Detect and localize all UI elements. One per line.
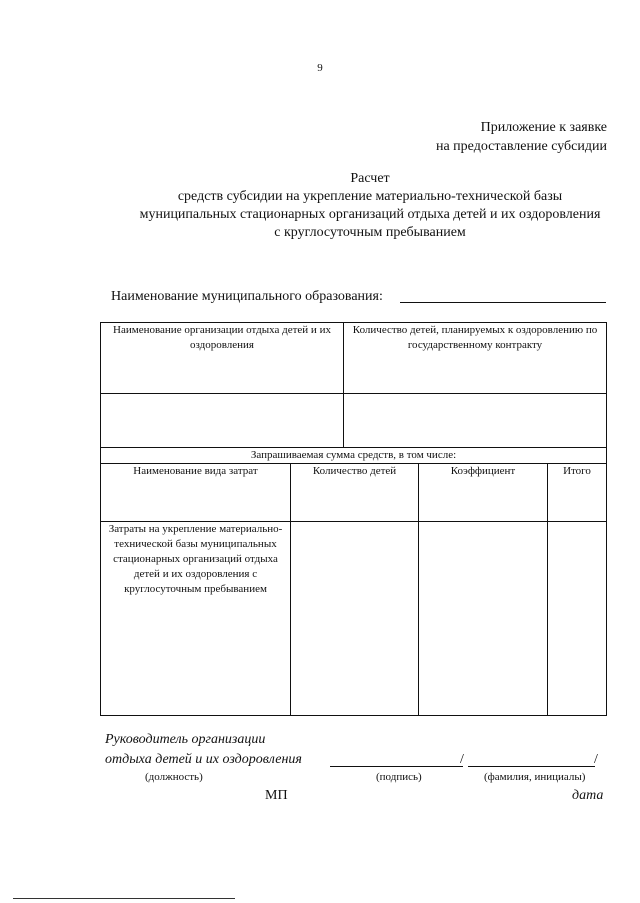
title-line-2: средств субсидии на укрепление материально-технической базы [177,189,563,204]
date-label: дата [572,788,604,803]
position-caption: (должность) [145,771,203,783]
children-count-header: Количество детей, планируемых к оздоровлению по государственному контракту [344,323,607,394]
coefficient-cell[interactable] [419,522,548,716]
signatory-role-line-1: Руководитель организации [105,732,266,747]
title-line-4: с круглосуточным пребыванием [274,225,466,240]
children-quantity-cell[interactable] [291,522,419,716]
annex-line-2: на предоставление субсидии [435,139,607,154]
title-line-1: Расчет [350,171,390,186]
requested-amount-row: Запрашиваемая сумма средств, в том числе: [101,448,607,464]
cost-item-cell: Затраты на укрепление материально-технической базы муниципальных стационарных организаций отдыха детей и их оздоровления с круглосуточным пребыванием [101,522,291,716]
footer-rule [13,898,235,899]
name-caption: (фамилия, инициалы) [484,771,586,783]
calculation-table [100,322,607,716]
title-line-3: муниципальных стационарных организаций отдыха детей и их оздоровления [139,207,601,222]
page-number: 9 [317,62,323,74]
signature-fill-line[interactable] [330,766,463,767]
org-name-header: Наименование организации отдыха детей и их оздоровления [101,323,344,394]
total-header: Итого [548,464,607,522]
annex-line-1: Приложение к заявке [480,120,607,135]
total-cell[interactable] [548,522,607,716]
municipality-fill-line[interactable] [400,302,606,303]
stamp-place: МП [265,788,288,803]
document-title [100,170,640,242]
separator-slash-2: / [594,752,598,767]
children-count-cell[interactable] [344,394,607,448]
org-name-cell[interactable] [101,394,344,448]
cost-type-header: Наименование вида затрат [101,464,291,522]
coefficient-header: Коэффициент [419,464,548,522]
municipality-label: Наименование муниципального образования: [111,289,383,304]
separator-slash-1: / [460,752,464,767]
annex-note [436,118,607,156]
children-quantity-header: Количество детей [291,464,419,522]
signatory-role-line-2: отдыха детей и их оздоровления [105,752,302,767]
signature-caption: (подпись) [376,771,422,783]
name-fill-line[interactable] [468,766,595,767]
